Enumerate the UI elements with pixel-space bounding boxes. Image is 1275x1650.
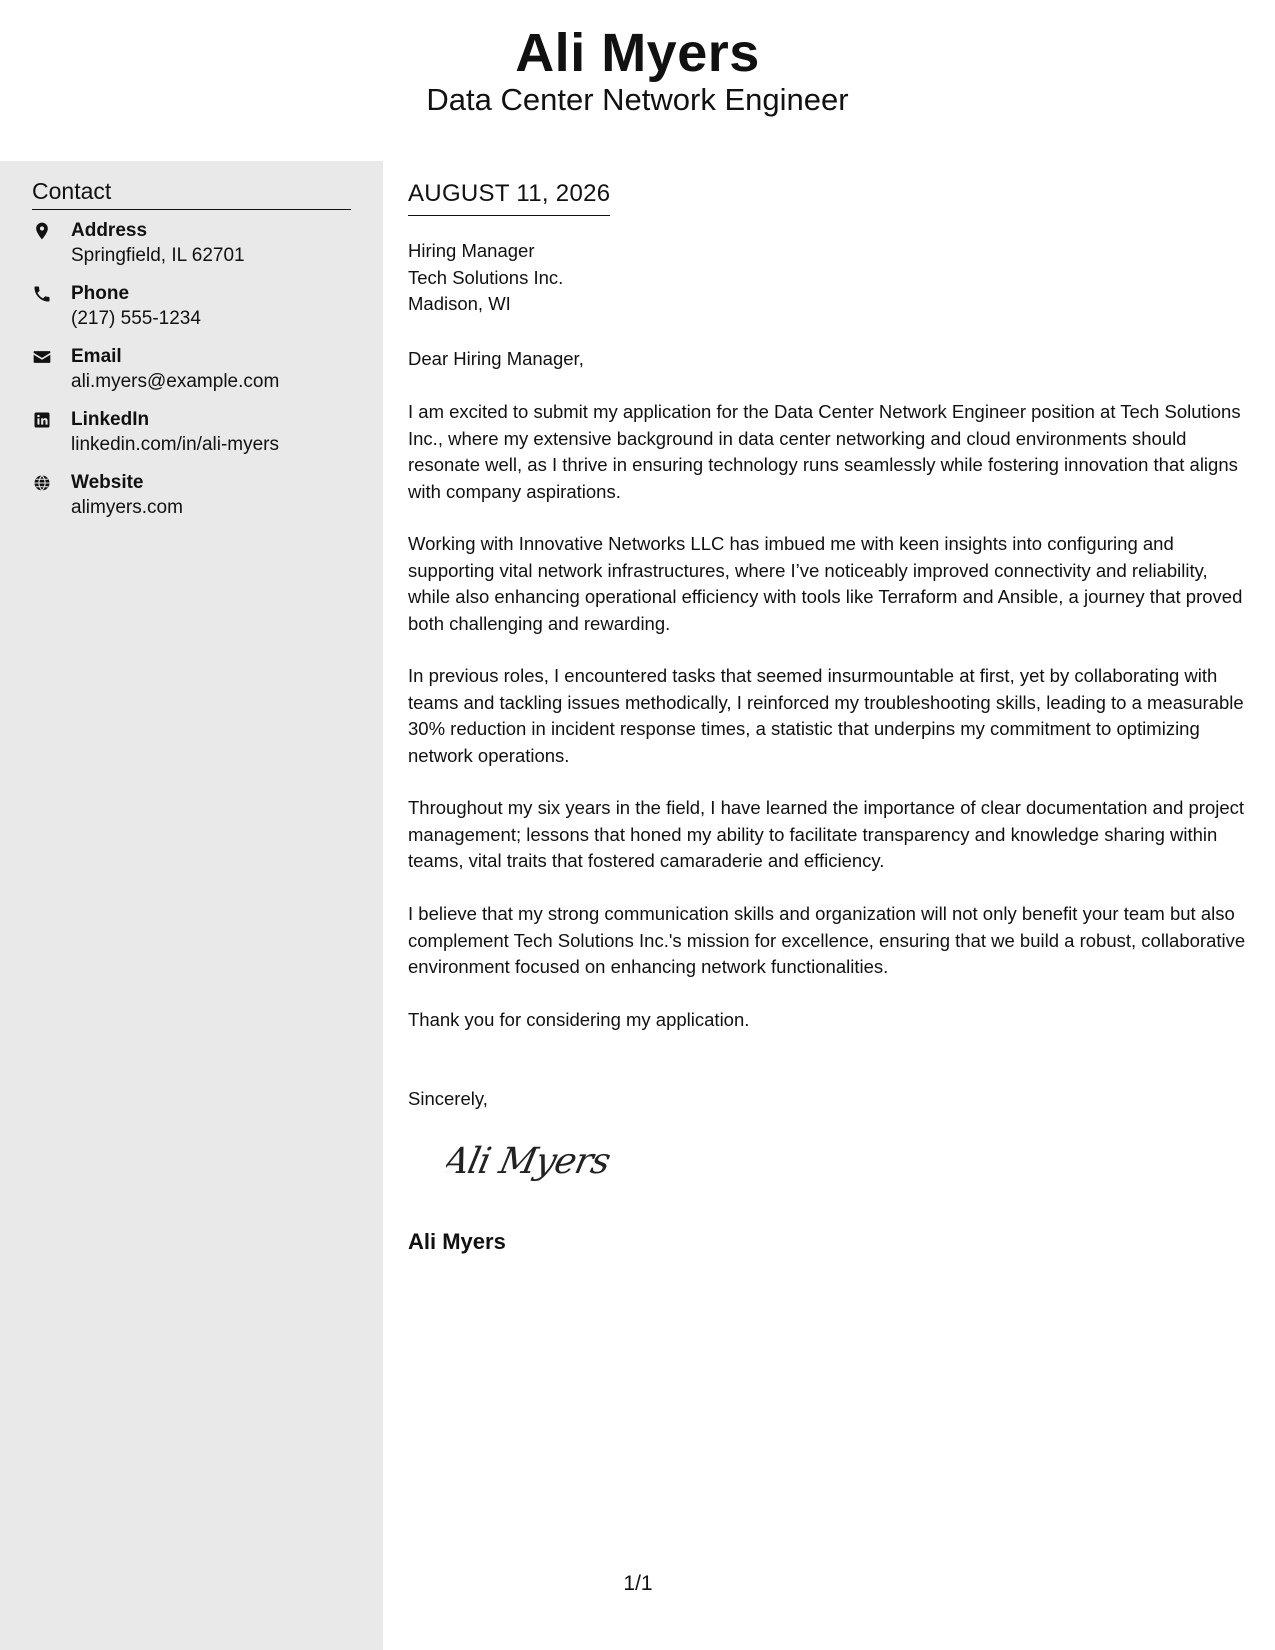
linkedin-icon: [32, 410, 56, 434]
handwritten-signature: [446, 1131, 646, 1191]
svg-text:Ali Myers: Ali Myers: [446, 1139, 614, 1182]
page-number: 1/1: [623, 1572, 653, 1595]
closing: Sincerely,: [408, 1088, 488, 1109]
contact-value[interactable]: alimyers.com: [71, 497, 183, 518]
contact-heading: Contact: [32, 176, 351, 210]
contact-label: Email: [71, 346, 122, 367]
letter-paragraph: I believe that my strong communication skills and organization will not only benefit your team but also complement Tech Solutions Inc.'s mission for excellence, ensuring that we build a robust, collaborative environment focused on enhancing network functionalities.: [408, 903, 1246, 977]
letter-paragraph: In previous roles, I encountered tasks that seemed insurmountable at first, yet by collaborating with teams and tackling issues methodically, I reinforced my troubleshooting skills, leading to a measurable 30% reduction in incident response times, a statistic that underpins my commitment to optimizing network operations.: [408, 665, 1244, 766]
contact-phone: [32, 282, 362, 338]
phone-icon: [32, 284, 56, 308]
contact-label: Website: [71, 472, 144, 493]
applicant-title: Data Center Network Engineer: [426, 82, 849, 117]
letter-header: [0, 0, 1275, 160]
contact-value[interactable]: ali.myers@example.com: [71, 371, 280, 392]
contact-sidebar: [0, 161, 383, 1650]
contact-value[interactable]: linkedin.com/in/ali-myers: [71, 434, 280, 455]
applicant-name: Ali Myers: [515, 23, 760, 83]
contact-email: [32, 345, 362, 401]
contact-label: Phone: [71, 283, 130, 304]
contact-value: (217) 555-1234: [71, 308, 201, 329]
contact-website: [32, 471, 362, 527]
letter-paragraph: I am excited to submit my application for the Data Center Network Engineer position at Tech Solutions Inc., where my extensive background in data center networking and cloud environments should resonate well, as I thrive in ensuring technology runs seamlessly while fostering innovation that aligns with company aspirations.: [408, 401, 1241, 502]
globe-icon: [32, 473, 56, 497]
recipient-line: Madison, WI: [408, 293, 511, 314]
letter-date: AUGUST 11, 2026: [408, 178, 610, 216]
contact-label: LinkedIn: [71, 409, 150, 430]
letter-paragraph: Working with Innovative Networks LLC has imbued me with keen insights into configuring and supporting vital network infrastructures, where I’ve noticeably improved connectivity and reliability, while also enhancing operational efficiency with tools like Terraform and Ansible, a journey that proved both challenging and rewarding.: [408, 533, 1243, 634]
letter-paragraph: Thank you for considering my application.: [408, 1009, 750, 1030]
signer-name: Ali Myers: [408, 1229, 506, 1254]
contact-linkedin: [32, 408, 362, 464]
recipient-line: Hiring Manager: [408, 240, 535, 261]
recipient-block: [408, 238, 563, 318]
envelope-icon: [32, 347, 56, 371]
letter-paragraph: Throughout my six years in the field, I have learned the importance of clear documentation and project management; lessons that honed my ability to facilitate transparency and knowledge sharing within teams, vital traits that fostered camaraderie and efficiency.: [408, 797, 1245, 871]
salutation: Dear Hiring Manager,: [408, 348, 584, 369]
contact-value: Springfield, IL 62701: [71, 245, 245, 266]
recipient-line: Tech Solutions Inc.: [408, 266, 564, 288]
contact-address: [32, 219, 362, 275]
contact-label: Address: [71, 220, 148, 241]
map-pin-icon: [32, 221, 56, 245]
